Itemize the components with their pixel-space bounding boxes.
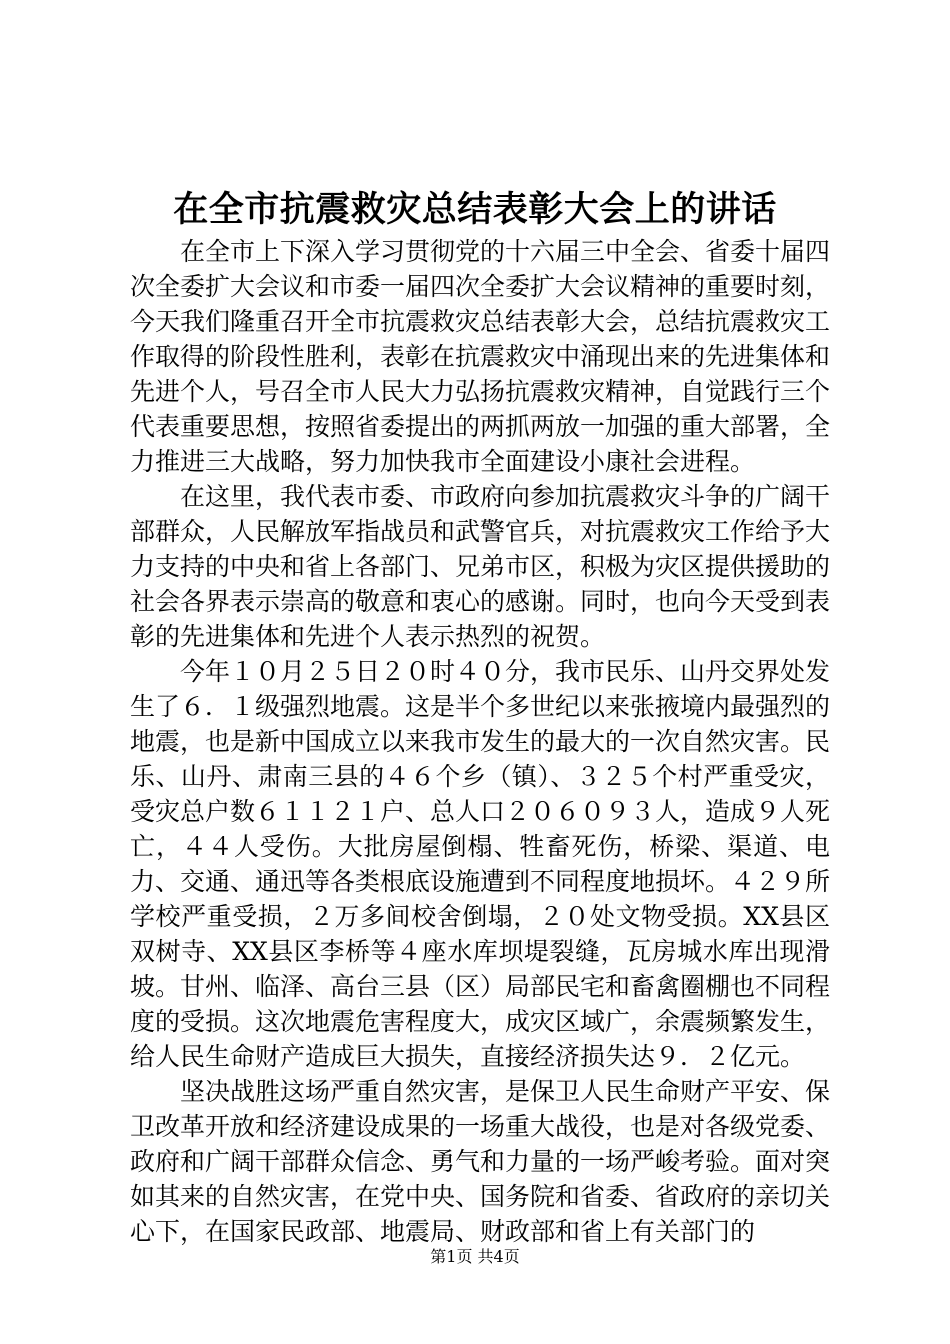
paragraph-3: 今年１０月２５日２０时４０分，我市民乐、山丹交界处发生了６．１级强烈地震。这是半个多世纪以来张掖境内最强烈的地震，也是新中国成立以来我市发生的最大的一次自然灾害。民乐、山丹、肃南三县的４６个乡（镇）、３２５个村严重受灾，受灾总户数６１１２１户、总人口２０６０９３人，造成９人死亡，４４人受伤。大批房屋倒榻、牲畜死伤，桥梁、渠道、电力、交通、通迅等各类根底设施遭到不同程度地损坏。４２９所学校严重受损，２万多间校舍倒塌，２０处文物受损。XX县区双树寺、XX县区李桥等４座水库坝堤裂缝，瓦房城水库出现滑坡。甘州、临泽、高台三县（区）局部民宅和畜禽圈棚也不同程度的受损。这次地震危害程度大，成灾区域广，余震频繁发生，给人民生命财产造成巨大损失，直接经济损失达９．２亿元。 [130, 657, 831, 1071]
document-title: 在全市抗震救灾总结表彰大会上的讲话 [173, 189, 777, 230]
page-footer: 第1页 共4页 [430, 1247, 520, 1266]
document-body [130, 234, 830, 1249]
paragraph-4: 坚决战胜这场严重自然灾害，是保卫人民生命财产平安、保卫改革开放和经济建设成果的一场重大战役，也是对各级党委、政府和广阔干部群众信念、勇气和力量的一场严峻考验。面对突如其来的自然灾害，在党中央、国务院和省委、省政府的亲切关心下，在国家民政部、地震局、财政部和省上有关部门的 [130, 1077, 831, 1246]
paragraph-1: 在全市上下深入学习贯彻党的十六届三中全会、省委十届四次全委扩大会议和市委一届四次全委扩大会议精神的重要时刻，今天我们隆重召开全市抗震救灾总结表彰大会，总结抗震救灾工作取得的阶段性胜利，表彰在抗震救灾中涌现出来的先进集体和先进个人，号召全市人民大力弘扬抗震救灾精神，自觉践行三个代表重要思想，按照省委提出的两抓两放一加强的重大部署，全力推进三大战略，努力加快我市全面建设小康社会进程。 [130, 237, 831, 476]
paragraph-2: 在这里，我代表市委、市政府向参加抗震救灾斗争的广阔干部群众，人民解放军指战员和武警官兵，对抗震救灾工作给予大力支持的中央和省上各部门、兄弟市区，积极为灾区提供援助的社会各界表示崇高的敬意和衷心的感谢。同时，也向今天受到表彰的先进集体和先进个人表示热烈的祝贺。 [130, 482, 831, 651]
